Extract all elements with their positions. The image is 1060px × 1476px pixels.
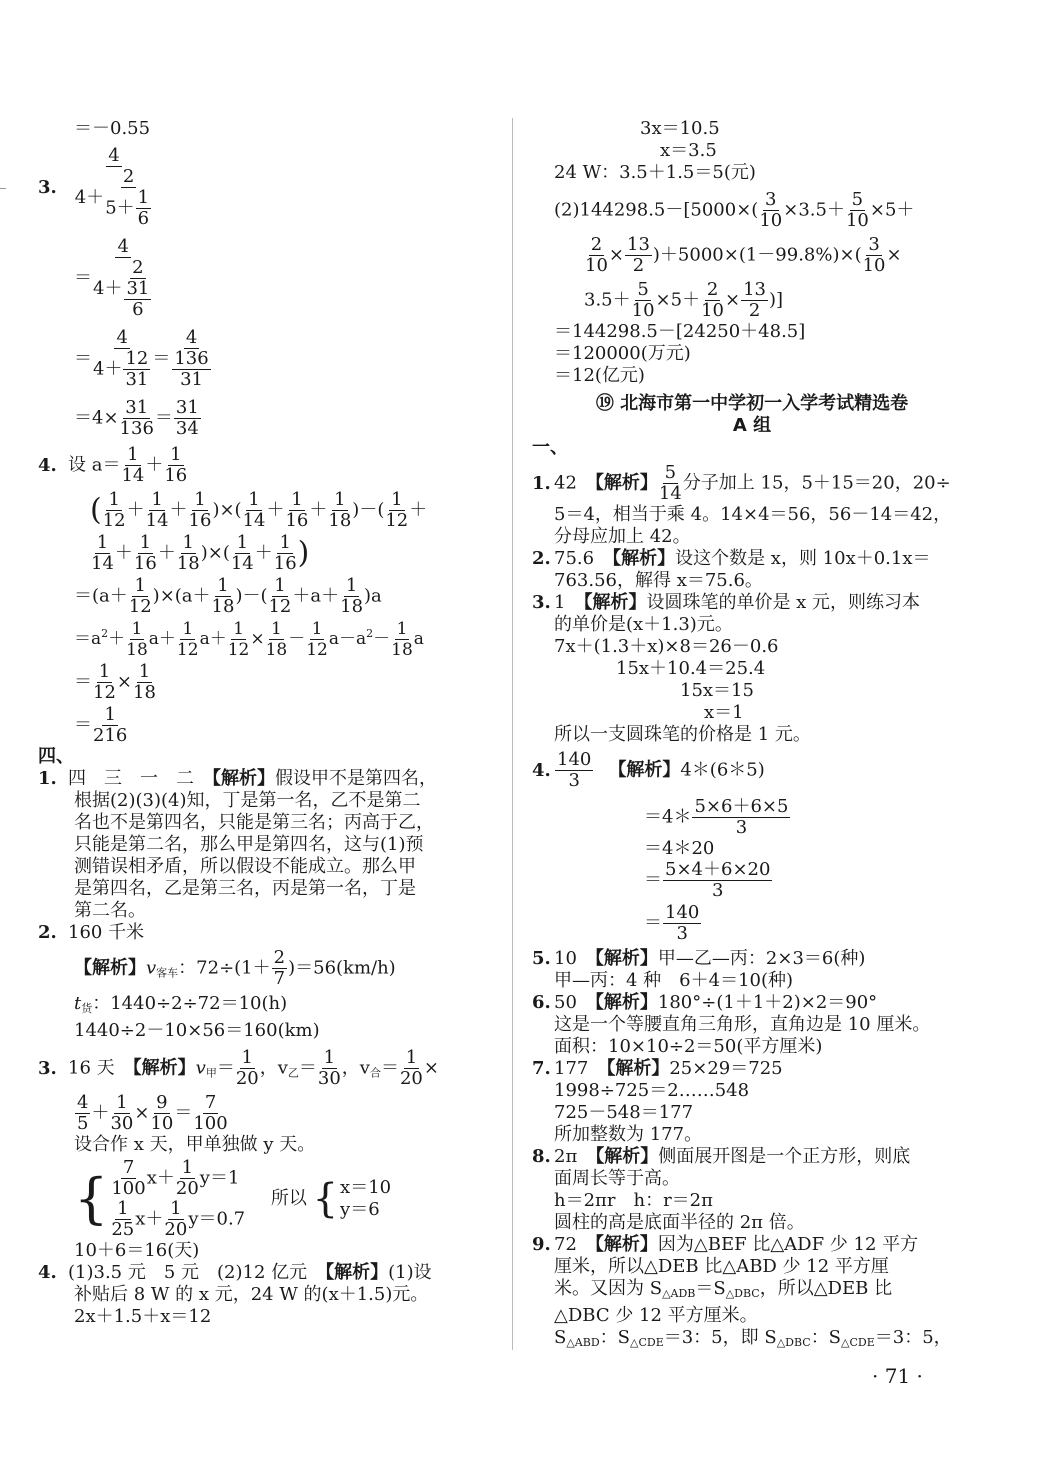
column-divider	[512, 118, 513, 1350]
math-line: $t_货$：1440÷2÷72＝10(h)	[74, 993, 288, 1015]
math-line: ＝4＊20	[644, 838, 715, 859]
math-line: 2x＋1.5＋x＝12	[74, 1306, 212, 1327]
right-column	[532, 118, 972, 1354]
equation-system: { $\frac{7}{100}$ x＋ $\frac{1}{20}$ y＝1 $\frac{1}{25}$ x＋ $\frac{1}{20}$ y＝0.7 所以 { x＝10 y＝6	[74, 1157, 392, 1240]
problem-s4-3: 3. 16 天 【解析】$v_甲=$ $\frac{1}{20}$ ，$v_乙=$ $\frac{1}{30}$ ，$v_合=$ $\frac{1}{20}$ ×	[38, 1047, 439, 1089]
left-column	[38, 118, 494, 1328]
problem-r8: 8. 2π 【解析】侧面展开图是一个正方形，则底	[532, 1146, 911, 1167]
math-line: ＝120000(万元)	[554, 343, 691, 364]
math-line: 1440÷2－10×56＝160(km)	[74, 1020, 320, 1041]
math-line: x＝1	[704, 702, 744, 723]
problem-4: 4. 设 a＝ $\frac{1}{14}$ ＋ $\frac{1}{16}$	[38, 444, 188, 486]
text-line: $S_{\triangle ABD}$：$S_{\triangle CDE}=3$：5，即 $S_{\triangle DBC}$：$S_{\triangle CDE}=3$：5，	[554, 1327, 952, 1349]
problem-r9: 9. 72 【解析】因为△BEF 比△ADF 少 12 平方	[532, 1234, 919, 1255]
text-line: 763.56，解得 x＝75.6。	[554, 570, 763, 591]
math-line: ＝ $\frac{5\times 4+6\times 20}{3}$	[644, 859, 771, 901]
text-line: 这是一个等腰直角三角形，直角边是 10 厘米。	[554, 1014, 931, 1035]
math-line: 24 W：3.5＋1.5＝5(元)	[554, 162, 756, 183]
problem-r7: 7. 177 【解析】25×29＝725	[532, 1058, 783, 1079]
math-line: 1998÷725＝2……548	[554, 1080, 750, 1101]
math-line: ＝ 4 4＋ $\frac{2}{\frac{31}{6}}$	[74, 236, 150, 320]
page-number: · 71 ·	[872, 1364, 923, 1388]
text-line: 圆柱的高是底面半径的 2π 倍。	[554, 1212, 805, 1233]
math-line: 3.5＋ $\frac{5}{10}$ ×5＋ $\frac{2}{10}$ × $\frac{13}{2}$ )]	[584, 279, 784, 321]
math-line: 10＋6＝16(天)	[74, 1240, 200, 1261]
problem-s4-1: 1. 四 三 一 二 【解析】假设甲不是第四名， 根据(2)(3)(4)知，丁是第一名，乙不是第二 名也不是第四名，只能是第三名；丙高于乙， 只能是第二名，那么甲是第四名，这与(1)预 测错误相矛盾，所以假设不能成立。那么甲 是第四名，乙是第三名，丙是第一名，丁是 第二名。	[38, 768, 437, 921]
text-line: ＝－0.55	[74, 118, 151, 139]
text-line: 米。又因为 $S_{\triangle ADB}=S_{\triangle DBC}$，所以△DEB 比	[554, 1278, 893, 1300]
text-line: 5＝4，相当于乘 4。14×4＝56，56－14＝42，	[554, 504, 952, 525]
problem-r3: 3. 1 【解析】设圆珠笔的单价是 x 元，则练习本	[532, 592, 921, 613]
problem-3: 3. 4 4＋ 2 5＋ $\frac{1}{6}$	[38, 145, 150, 229]
problem-r4: 4. $\frac{140}{3}$ 【解析】4＊(6＊5)	[532, 749, 765, 791]
math-line: $\frac{2}{10}$ × $\frac{13}{2}$ )＋5000×(1－99.8%)×( $\frac{3}{10}$ ×	[585, 234, 902, 276]
math-line: ＝4＊ $\frac{5\times 6+6\times 5}{3}$	[644, 796, 789, 838]
text-line: 分母应加上 42。	[554, 526, 691, 547]
math-line: ＝ $\frac{1}{216}$	[74, 704, 128, 746]
math-line: x＝3.5	[660, 140, 717, 161]
section-heading: 四、	[38, 746, 74, 767]
problem-r1: 1. 42 【解析】 $\frac{5}{14}$ 分子加上 15，5＋15＝20，20÷	[532, 462, 951, 504]
math-line: ( $\frac{1}{12}$ ＋ $\frac{1}{14}$ ＋ $\frac{1}{16}$ )×( $\frac{1}{14}$ ＋ $\frac{1}{16}$ ＋ $\frac{1}{18}$ )－( $\frac{1}{12}$ ＋	[90, 489, 428, 531]
math-line: 【解析】$v_{客车}$：72÷(1＋ $\frac{2}{7}$ )＝56(km/h)	[74, 947, 396, 989]
problem-r5: 5. 10 【解析】甲—乙—丙：2×3＝6(种)	[532, 948, 866, 969]
text-line: 甲—丙：4 种 6＋4＝10(种)	[554, 970, 794, 991]
math-line: $\frac{1}{14}$ ＋ $\frac{1}{16}$ ＋ $\frac{1}{18}$ )×( $\frac{1}{14}$ ＋ $\frac{1}{16}$ )	[91, 532, 310, 574]
exam-title: ⑲ 北海市第一中学初一入学考试精选卷	[595, 393, 909, 414]
math-line: ＝ 4 4＋ $\frac{12}{31}$ ＝ $\frac{4}{\frac{136}{31}}$	[74, 327, 209, 390]
text-line: 面周长等于高。	[554, 1168, 680, 1189]
problem-s4-2: 2. 160 千米	[38, 922, 145, 943]
text-line: 补贴后 8 W 的 x 元，24 W 的(x＋1.5)元。	[74, 1284, 429, 1305]
text-line: 面积：10×10÷2＝50(平方厘米)	[554, 1036, 823, 1057]
problem-s4-4: 4. (1)3.5 元 5 元 (2)12 亿元 【解析】(1)设	[38, 1262, 432, 1283]
math-line: h＝2πr h：r＝2π	[554, 1190, 713, 1211]
math-line: ＝(a＋ $\frac{1}{12}$ )×(a＋ $\frac{1}{18}$ )－( $\frac{1}{12}$ ＋a＋ $\frac{1}{18}$ )a	[74, 575, 382, 617]
margin-tick	[0, 188, 6, 189]
text-line: 厘米，所以△DEB 比△ABD 少 12 平方厘	[554, 1256, 889, 1277]
problem-r6: 6. 50 【解析】180°÷(1＋1＋2)×2＝90°	[532, 992, 878, 1013]
math-line: ＝4× $\frac{31}{136}$ ＝ $\frac{31}{34}$	[74, 397, 199, 439]
text-line: 所加整数为 177。	[554, 1124, 703, 1145]
math-line: $\frac{4}{5}$ ＋ $\frac{1}{30}$ × $\frac{9}{10}$ ＝ $\frac{7}{100}$	[77, 1092, 228, 1134]
math-line: ＝144298.5－[24250＋48.5]	[554, 321, 806, 342]
text-line: 的单价是(x＋1.3)元。	[554, 614, 733, 635]
math-line: 15x＝15	[680, 680, 754, 701]
group-title: A 组	[732, 415, 772, 436]
math-line: $=a^2+$ $\frac{1}{18}$ a＋ $\frac{1}{12}$ a＋ $\frac{1}{12}$ × $\frac{1}{18}$ － $\frac{1}{12}$ $a-a^2-$ $\frac{1}{18}$ a	[74, 619, 424, 660]
text-line: △DBC 少 12 平方厘米。	[554, 1305, 758, 1326]
math-line: 15x＋10.4＝25.4	[616, 658, 766, 679]
problem-r2: 2. 75.6 【解析】设这个数是 x，则 10x＋0.1x＝	[532, 548, 931, 569]
text-line: 所以一支圆珠笔的价格是 1 元。	[554, 724, 811, 745]
math-line: ＝ $\frac{1}{12}$ × $\frac{1}{18}$	[74, 661, 156, 703]
math-line: (2)144298.5－[5000×( $\frac{3}{10}$ ×3.5＋ $\frac{5}{10}$ ×5＋	[554, 189, 915, 231]
math-line: ＝12(亿元)	[554, 365, 645, 386]
math-line: 3x＝10.5	[640, 118, 720, 139]
math-line: 7x＋(1.3＋x)×8＝26－0.6	[554, 636, 779, 657]
math-line: ＝ $\frac{140}{3}$	[644, 902, 700, 944]
math-line: 725－548＝177	[554, 1102, 694, 1123]
text-line: 设合作 x 天，甲单独做 y 天。	[74, 1134, 316, 1155]
section-heading: 一、	[532, 437, 568, 458]
